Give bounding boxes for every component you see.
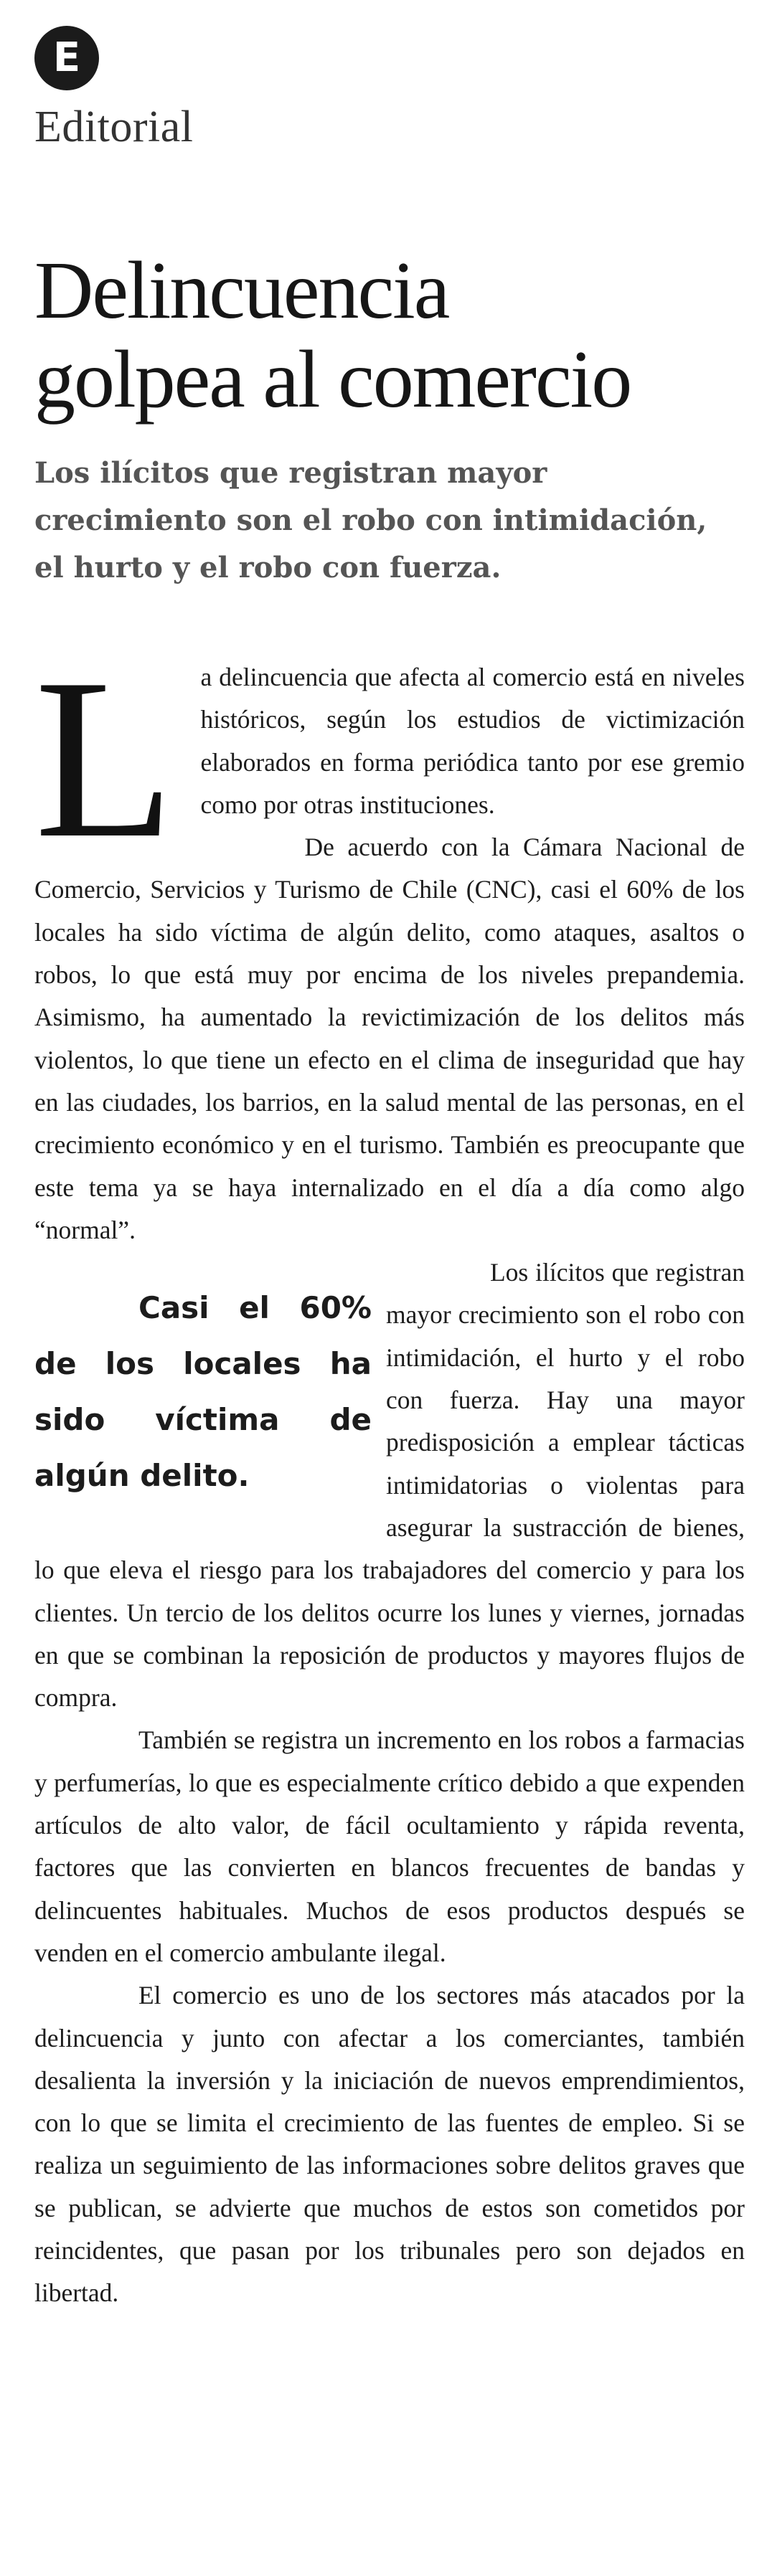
section-label: Editorial <box>34 103 194 151</box>
paragraph-3-text: Los ilícitos que registran mayor crecimiento son el robo con intimidación, el hurto y el robo con fuerza. Hay una mayor predisposición a emplear tácticas intimidatorias o violentas para asegurar la sustracción de bienes, lo que eleva el riesgo para los trabajadores del comercio y para los clientes. Un tercio de los delitos ocurre los lunes y viernes, jornadas en que se combinan la reposición de productos y mayores flujos de compra. <box>34 1258 745 1713</box>
paragraph-1-text: a delincuencia que afecta al comercio está en niveles históricos, según los estudios de victimización elaborados en forma periódica tanto por ese gremio como por otras instituciones. <box>200 663 745 819</box>
paragraph-4: También se registra un incremento en los robos a farmacias y perfumerías, lo que es especialmente crítico debido a que expenden artículos de alto valor, de fácil ocultamiento y rápida reventa, factores que las convierten en blancos frecuentes de bandas y delincuentes habituales. Muchos de esos productos después se venden en el comercio ambulante ilegal. <box>34 1725 745 1967</box>
pull-quote: Casi el 60% de los locales ha sido víctima de algún delito. <box>34 1290 372 1494</box>
article-body <box>34 632 745 2315</box>
paragraph-3 <box>34 1251 745 1719</box>
headline-line-2: golpea al comercio <box>34 333 631 425</box>
paragraph-2: De acuerdo con la Cámara Nacional de Comercio, Servicios y Turismo de Chile (CNC), casi el 60% de los locales ha sido víctima de algún delito, como ataques, asaltos o robos, lo que está muy por encima de los niveles prepandemia. Asimismo, ha aumentado la revictimización de los delitos más violentos, lo que tiene un efecto en el clima de inseguridad que hay en las ciudades, los barrios, en la salud mental de las personas, en el crecimiento económico y en el turismo. También es preocupante que este tema ya se haya internalizado en el día a día como algo “normal”. <box>34 833 745 1244</box>
headline <box>34 246 745 424</box>
article <box>34 26 745 2315</box>
paragraph-1 <box>34 632 745 886</box>
headline-line-1: Delincuencia <box>34 245 449 336</box>
paragraph-5: El comercio es uno de los sectores más atacados por la delincuencia y junto con afectar a los comerciantes, también desalienta la inversión y la iniciación de nuevos emprendimientos, con lo que se limita el crecimiento de las fuentes de empleo. Si se realiza un seguimiento de las informaciones sobre delitos graves que se publican, se advierte que muchos de estos son cometidos por reincidentes, que pasan por los tribunales pero son dejados en libertad. <box>34 1981 745 2308</box>
drop-cap: L <box>34 632 175 886</box>
deck-subtitle: Los ilícitos que registran mayor crecimiento son el robo con intimidación, el hurto y el robo con fuerza. <box>34 456 707 584</box>
section-badge: E <box>34 26 99 90</box>
